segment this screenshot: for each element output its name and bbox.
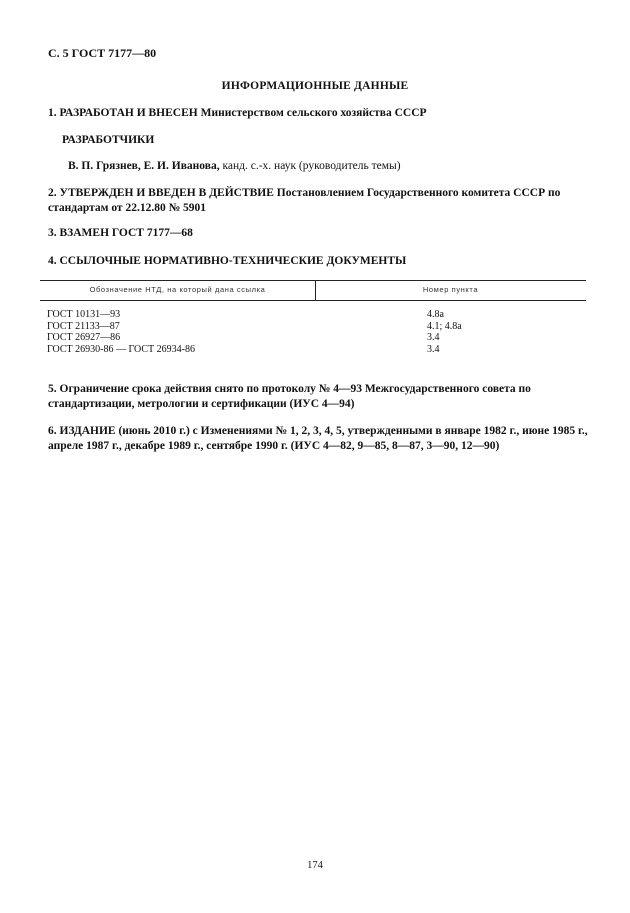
item-developed — [48, 106, 427, 121]
table-body — [47, 309, 587, 355]
item-number: 5. — [48, 383, 57, 395]
item-number: 4. — [48, 255, 57, 267]
item-label: УТВЕРЖДЕН И ВВЕДЕН В ДЕЙСТВИЕ — [59, 187, 274, 199]
table-cell-point: 3.4 — [427, 343, 440, 355]
item-edition — [48, 424, 593, 454]
table-row — [47, 309, 587, 321]
table-top-rule — [40, 280, 586, 281]
developers-heading: РАЗРАБОТЧИКИ — [62, 134, 155, 146]
item-limitation — [48, 382, 593, 412]
item-label: РАЗРАБОТАН И ВНЕСЕН — [59, 107, 198, 119]
item-number: 2. — [48, 187, 57, 199]
developers-note: канд. с.-х. наук (руководитель темы) — [222, 160, 401, 172]
developers-line — [68, 160, 401, 172]
item-references — [48, 254, 406, 269]
table-header-rule — [40, 300, 586, 301]
table-header-document: Обозначение НТД, на который дана ссылка — [89, 285, 266, 294]
page-number: 174 — [307, 860, 323, 871]
table-cell-document: ГОСТ 26930-86 — ГОСТ 26934-86 — [47, 343, 195, 355]
table-cell-point: 4.1; 4.8а — [427, 320, 462, 332]
item-number: 3. — [48, 227, 57, 239]
page-header: С. 5 ГОСТ 7177—80 — [48, 46, 157, 60]
item-approved — [48, 186, 588, 216]
item-text: Ограничение срока действия снято по протоколу № 4—93 Межгосударственного совета по стандартизации, метрологии и сертификации (ИУС 4—94) — [48, 383, 531, 410]
table-row — [47, 332, 587, 344]
table-cell-point: 4.8а — [427, 309, 444, 320]
item-number: 1. — [48, 107, 57, 119]
developers-names: В. П. Грязнев, Е. И. Иванова, — [68, 160, 220, 172]
item-label: ССЫЛОЧНЫЕ НОРМАТИВНО-ТЕХНИЧЕСКИЕ ДОКУМЕНТЫ — [59, 255, 407, 267]
item-text: Постановлением Государственного комитета СССР по стандартам от 22.12.80 № 5901 — [48, 187, 561, 214]
item-replaces — [48, 226, 193, 241]
item-text: Министерством сельского хозяйства СССР — [200, 107, 427, 119]
table-row — [47, 321, 587, 333]
table-cell-point: 3.4 — [427, 332, 440, 344]
item-number: 6. — [48, 425, 57, 437]
item-text: ИЗДАНИЕ (июнь 2010 г.) с Изменениями № 1, 2, 3, 4, 5, утвержденными в январе 1982 г., июне 1985 г., апреле 1987 г., декабре 1989 г., сентябре 1990 г. (ИУС 4—82, 9—85, 8—87, 3—90, 12—90) — [48, 425, 588, 452]
table-cell-document: ГОСТ 10131—93 — [47, 309, 121, 320]
table-cell-document: ГОСТ 21133—87 — [47, 320, 120, 332]
section-title: ИНФОРМАЦИОННЫЕ ДАННЫЕ — [221, 80, 409, 92]
table-cell-document: ГОСТ 26927—86 — [47, 332, 121, 344]
table-header-point: Номер пункта — [422, 285, 479, 294]
item-label: ВЗАМЕН ГОСТ 7177—68 — [59, 227, 193, 239]
table-row — [47, 344, 587, 356]
